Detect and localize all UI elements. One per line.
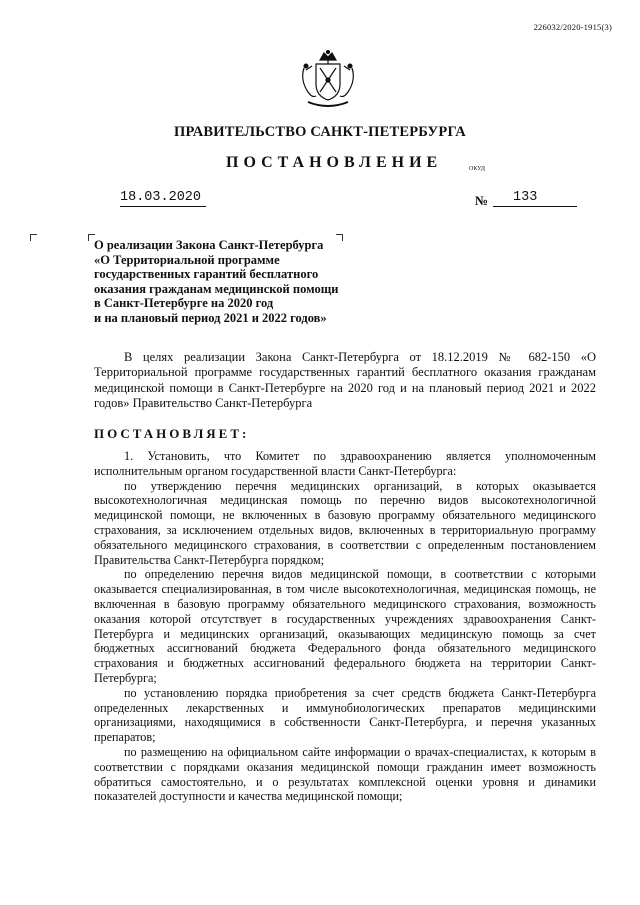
number-label: № [475,193,489,208]
paragraph: по установлению порядка приобретения за счет средств бюджета Санкт-Петербурга определенных лекарственных и иммунобиологических препаратов медицинскими организациями, находящимися в собственности Санкт-Петербурга, и перечня указанных препаратов; [94,685,596,745]
paragraph: по утверждению перечня медицинских организаций, в которых оказывается высокотехнологичная медицинская помощь по перечню видов высокотехнологичной медицинской помощи, не включенных в базовую программу обязательного медицинского страхования, за исключением отдельных видов, включенных в территориальную программу обязательного медицинского страхования, в соответствии с определенным постановлением Правительства Санкт-Петербурга порядком; [94,478,596,567]
document-body [94,449,596,804]
okud-label: ОКУД [469,166,485,172]
margin-mark [30,234,37,241]
coat-of-arms-emblem [298,50,358,112]
document-date: 18.03.2020 [120,190,206,207]
title-line: оказания гражданам медицинской помощи [94,281,339,296]
title-line: в Санкт-Петербурге на 2020 год [94,296,274,311]
document-number: 133 [493,190,577,207]
title-line: «О Территориальной программе [94,252,280,267]
title-line: О реализации Закона Санкт-Петербурга [94,238,324,252]
government-name: ПРАВИТЕЛЬСТВО САНКТ-ПЕТЕРБУРГА [174,124,466,140]
document-type: ПОСТАНОВЛЕНИЕ [226,154,443,171]
title-line: и на плановый период 2021 и 2022 годов» [94,310,327,325]
preamble [94,350,596,412]
document-title [94,238,394,326]
preamble-text: В целях реализации Закона Санкт-Петербурга от 18.12.2019 № 682-150 «О Территориальной программе государственных гарантий бесплатного оказания гражданам медицинской помощи в Санкт-Петербурге на 2020 год и на плановый период 2021 и 2022 годов» Правительство Санкт-Петербурга [94,350,596,411]
paragraph: по определению перечня видов медицинской помощи, в соответствии с которыми оказывается специализированная, в том числе высокотехнологичная, медицинская помощь, не включенная в базовую программу обязательного медицинского страхования, возможность оказания которой отсутствует в государственных учреждениях здравоохранения Санкт-Петербурга и медицинских организаций, оказывающих медицинскую помощь за счет бюджетных ассигнований бюджета Федерального фонда обязательного медицинского страхования и бюджетных ассигнований федерального бюджета на территории Санкт-Петербурга; [94,567,596,685]
document-code: 226032/2020-1915(3) [533,22,612,32]
paragraph: 1. Установить, что Комитет по здравоохранению является уполномоченным исполнительным органом государственной власти Санкт-Петербурга: [94,449,596,478]
title-line: государственных гарантий бесплатного [94,267,319,282]
decree-heading: ПОСТАНОВЛЯЕТ: [94,426,250,441]
paragraph: по размещению на официальном сайте информации о врачах-специалистах, к которым в соответствии с порядками оказания медицинской помощи гражданин имеет возможность обратиться самостоятельно, и о результатах комплексной оценки уровня и динамики показателей доступности и качества медицинской помощи; [94,744,596,804]
